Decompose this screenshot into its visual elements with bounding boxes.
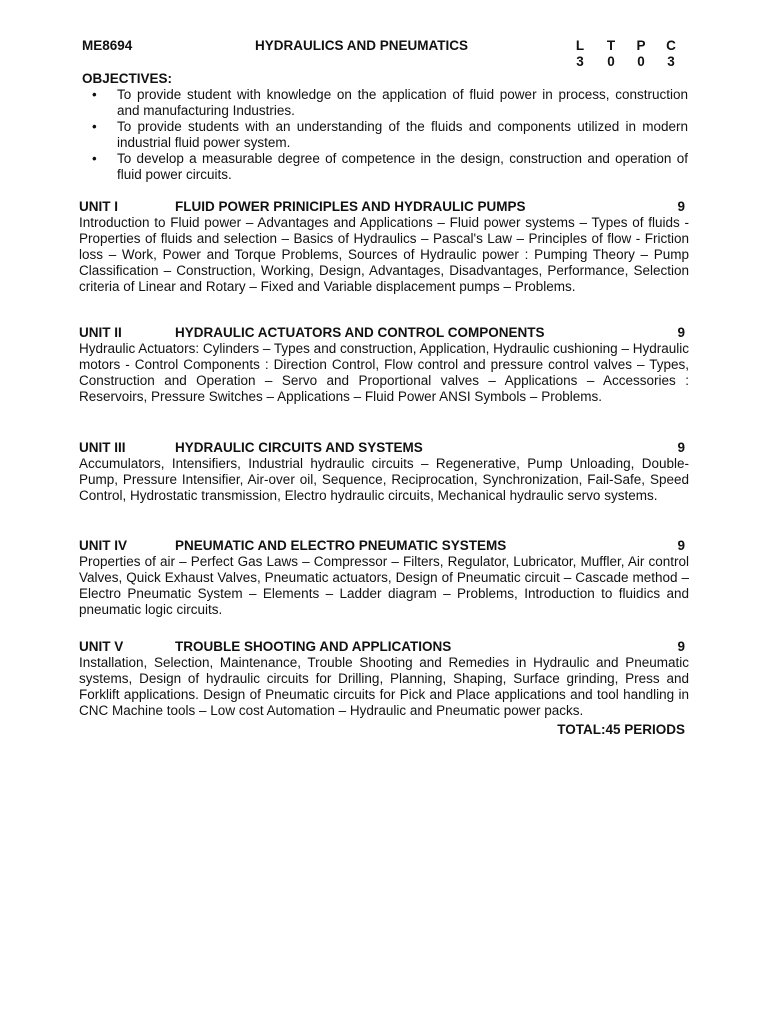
unit-3 (79, 440, 689, 504)
objective-item (92, 87, 688, 119)
unit-heading (79, 440, 689, 456)
objective-item (92, 151, 688, 183)
objectives-title: OBJECTIVES: (82, 71, 173, 86)
bullet-icon: • (92, 151, 97, 166)
unit-number: UNIT IV (79, 538, 128, 553)
unit-1 (79, 199, 689, 295)
ltpc-value-t: 0 (607, 54, 615, 69)
objective-text: To provide students with an understanding of the fluids and components utilized in modern industrial fluid power system. (117, 119, 688, 150)
unit-4 (79, 538, 689, 618)
unit-hours: 9 (677, 199, 685, 214)
objective-item (92, 119, 688, 151)
ltpc-label-t: T (606, 38, 616, 53)
objectives-list (92, 87, 688, 183)
unit-5 (79, 639, 689, 719)
unit-number: UNIT II (79, 325, 122, 340)
unit-hours: 9 (677, 325, 685, 340)
objective-text: To provide student with knowledge on the application of fluid power in process, construction and manufacturing Industries. (117, 87, 688, 118)
unit-content: Introduction to Fluid power – Advantages and Applications – Fluid power systems – Types of fluids - Properties of fluids and selection – Basics of Hydraulics – Pascal's Law – Principles of flow - Friction loss – Work, Power and Torque Problems, Sources of Hydraulic power : Pumping Theory – Pump Classification – Construction, Working, Design, Advantages, Disadvantages, Performance, Selection criteria of Linear and Rotary – Fixed and Variable displacement pumps – Problems. (79, 215, 689, 294)
unit-content: Accumulators, Intensifiers, Industrial hydraulic circuits – Regenerative, Pump Unloading, Double-Pump, Pressure Intensifier, Air-over oil, Sequence, Reciprocation, Synchronization, Fail-Safe, Speed Control, Hydrostatic transmission, Electro hydraulic circuits, Mechanical hydraulic servo systems. (79, 456, 689, 503)
unit-hours: 9 (677, 538, 685, 553)
course-title: HYDRAULICS AND PNEUMATICS (255, 38, 469, 53)
unit-number: UNIT I (79, 199, 118, 214)
unit-heading (79, 325, 689, 341)
unit-content: Properties of air – Perfect Gas Laws – Compressor – Filters, Regulator, Lubricator, Muffler, Air control Valves, Quick Exhaust Valves, Pneumatic actuators, Design of Pneumatic circuit – Cascade method – Electro Pneumatic System – Elements – Ladder diagram – Problems, Introduction to fluidics and pneumatic logic circuits. (79, 554, 689, 617)
ltpc-label-l: L (575, 38, 585, 53)
unit-hours: 9 (677, 440, 685, 455)
ltpc-label-p: P (636, 38, 646, 53)
unit-title: PNEUMATIC AND ELECTRO PNEUMATIC SYSTEMS (175, 538, 507, 553)
unit-content: Installation, Selection, Maintenance, Trouble Shooting and Remedies in Hydraulic and Pneumatic systems, Design of hydraulic circuits for Drilling, Planning, Shaping, Surface grinding, Press and Forklift applications. Design of Pneumatic circuits for Pick and Place applications and tool handling in CNC Machine tools – Low cost Automation – Hydraulic and Pneumatic power packs. (79, 655, 689, 718)
ltpc-value-p: 0 (637, 54, 645, 69)
bullet-icon: • (92, 119, 97, 134)
unit-2 (79, 325, 689, 405)
unit-heading (79, 199, 689, 215)
ltpc-label-c: C (666, 38, 676, 53)
unit-title: HYDRAULIC ACTUATORS AND CONTROL COMPONENTS (175, 325, 545, 340)
unit-hours: 9 (677, 639, 685, 654)
unit-heading (79, 538, 689, 554)
unit-title: TROUBLE SHOOTING AND APPLICATIONS (175, 639, 452, 654)
total-periods: TOTAL:45 PERIODS (557, 722, 685, 737)
unit-number: UNIT V (79, 639, 124, 654)
course-code: ME8694 (82, 38, 133, 53)
objective-text: To develop a measurable degree of competence in the design, construction and operation of fluid power circuits. (117, 151, 688, 182)
unit-title: FLUID POWER PRINICIPLES AND HYDRAULIC PUMPS (175, 199, 526, 214)
ltpc-value-c: 3 (667, 54, 675, 69)
unit-content: Hydraulic Actuators: Cylinders – Types and construction, Application, Hydraulic cushioning – Hydraulic motors - Control Components : Direction Control, Flow control and pressure control valves – Types, Construction and Operation – Servo and Proportional valves – Applications – Accessories : Reservoirs, Pressure Switches – Applications – Fluid Power ANSI Symbols – Problems. (79, 341, 689, 404)
unit-title: HYDRAULIC CIRCUITS AND SYSTEMS (175, 440, 423, 455)
unit-number: UNIT III (79, 440, 126, 455)
unit-heading (79, 639, 689, 655)
ltpc-value-l: 3 (576, 54, 584, 69)
bullet-icon: • (92, 87, 97, 102)
